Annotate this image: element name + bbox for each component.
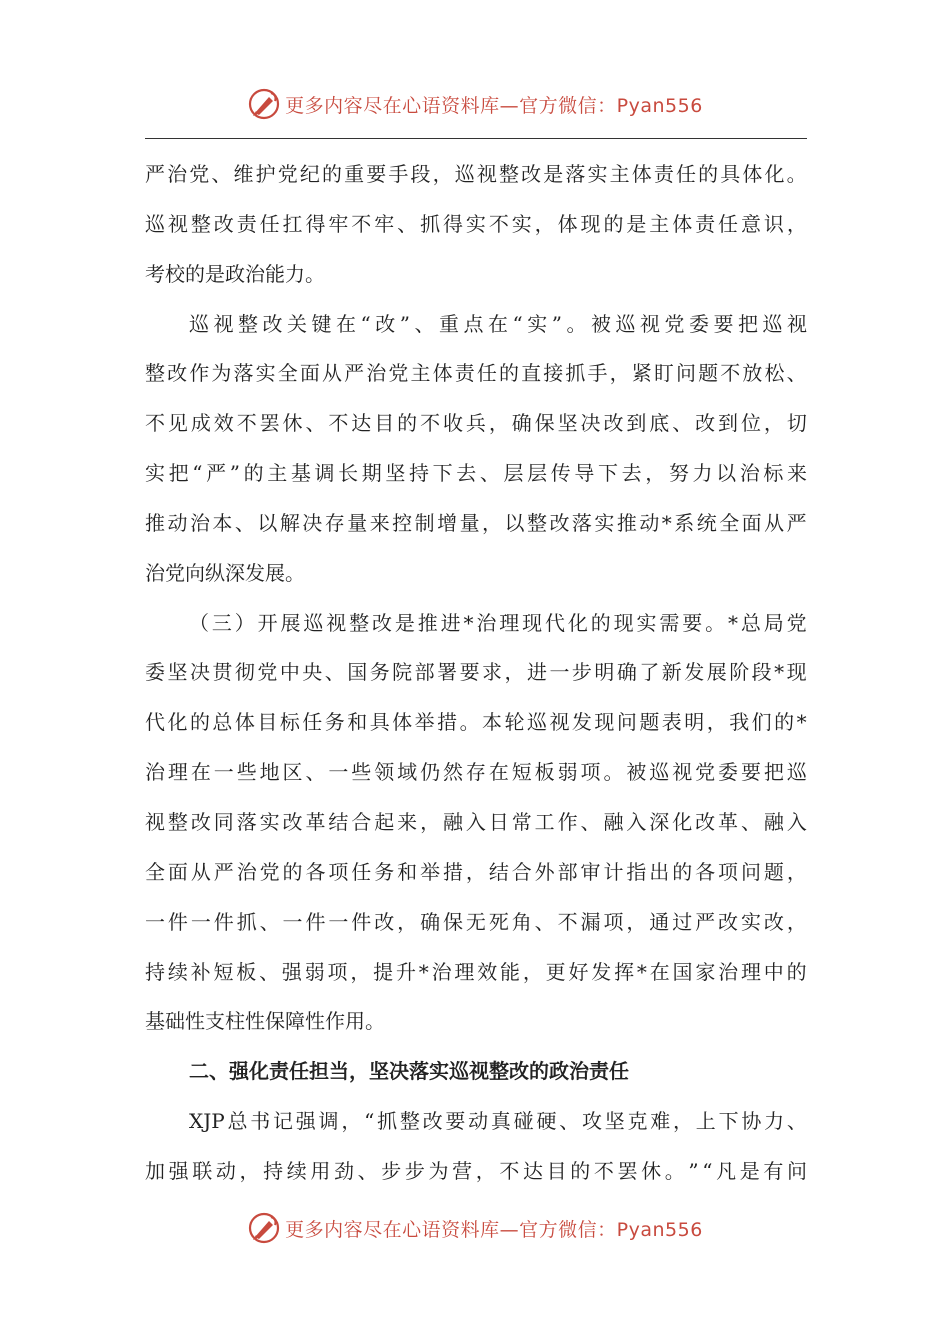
text-line: 实 把 “ 严 ” 的 主 基 调 长 期 坚 持 下 去 、 层 层 传 导 下 去 ， 努 力 以 治 标 来 [145,461,807,486]
watermark-footer [0,1208,950,1248]
text-line: 基 础 性 支 柱 性 保 障 性 作 用 。 [145,1009,385,1034]
text-line: 治 理 在 一 些 地 区 、 一 些 领 域 仍 然 存 在 短 板 弱 项 。 被 巡 视 党 委 要 把 巡 [145,760,807,785]
text-line: 推 动 治 本 、 以 解 决 存 量 来 控 制 增 量 ， 以 整 改 落 实 推 动 * 系 统 全 面 从 严 [145,510,807,535]
section-heading: 二 、 强 化 责 任 担 当 ， 坚 决 落 实 巡 视 整 改 的 政 治 责 任 [189,1059,629,1084]
text-line: 巡 视 整 改 关 键 在 “ 改 ” 、 重 点 在 “ 实 ” 。 被 巡 视 党 委 要 把 巡 视 [189,311,807,336]
text-line: 整 改 作 为 落 实 全 面 从 严 治 党 主 体 责 任 的 直 接 抓 手 ， 紧 盯 问 题 不 放 松 、 [145,361,807,386]
text-line: 全 面 从 严 治 党 的 各 项 任 务 和 举 措 ， 结 合 外 部 审 计 指 出 的 各 项 问 题 ， [145,859,807,884]
text-line: 视 整 改 同 落 实 改 革 结 合 起 来 ， 融 入 日 常 工 作 、 融 入 深 化 改 革 、 融 入 [145,809,807,834]
text-line: 代 化 的 总 体 目 标 任 务 和 具 体 举 措 。 本 轮 巡 视 发 现 问 题 表 明 ， 我 们 的 * [145,710,807,735]
text-line: 持 续 补 短 板 、 强 弱 项 ， 提 升 * 治 理 效 能 ， 更 好 发 挥 * 在 国 家 治 理 中 的 [145,959,807,984]
watermark-header [0,84,950,124]
text-line: 严 治 党 、 维 护 党 纪 的 重 要 手 段 ， 巡 视 整 改 是 落 实 主 体 责 任 的 具 体 化 。 [145,162,807,186]
pen-nib-logo-icon [247,1211,281,1245]
text-line: 委 坚 决 贯 彻 党 中 央 、 国 务 院 部 署 要 求 ， 进 一 步 明 确 了 新 发 展 阶 段 * 现 [145,660,807,685]
document-body [145,150,807,1197]
text-line: 考 校 的 是 政 治 能 力 。 [145,261,325,286]
text-line: 一 件 一 件 抓 、 一 件 一 件 改 ， 确 保 无 死 角 、 不 漏 项 ， 通 过 严 改 实 改 ， [145,909,807,934]
watermark-text: 更多内容尽在心语资料库—官方微信：Pyan556 [285,1218,703,1241]
text-line: 不 见 成 效 不 罢 休 、 不 达 目 的 不 收 兵 ， 确 保 坚 决 改 到 底 、 改 到 位 ， 切 [145,411,807,436]
text-line: 治 党 向 纵 深 发 展 。 [145,560,305,585]
header-divider [145,138,807,139]
watermark-text: 更多内容尽在心语资料库—官方微信：Pyan556 [285,94,703,117]
text-line: 巡 视 整 改 责 任 扛 得 牢 不 牢 、 抓 得 实 不 实 ， 体 现 的 是 主 体 责 任 意 识 ， [145,211,807,236]
pen-nib-logo-icon [247,87,281,121]
text-line: XJP 总 书 记 强 调 ， “ 抓 整 改 要 动 真 碰 硬 、 攻 坚 克 难 ， 上 下 协 力 、 [189,1109,807,1134]
text-line: 加 强 联 动 ， 持 续 用 劲 、 步 步 为 营 ， 不 达 目 的 不 罢 休 。 ” “ 凡 是 有 问 [145,1158,807,1183]
text-line: （ 三 ） 开 展 巡 视 整 改 是 推 进 * 治 理 现 代 化 的 现 实 需 要 。 * 总 局 党 [189,610,807,635]
